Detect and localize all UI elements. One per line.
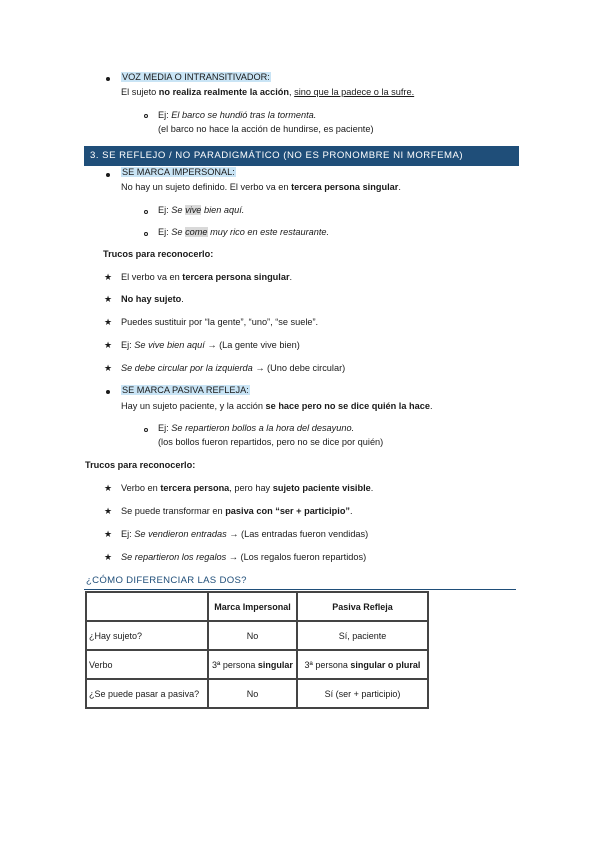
- pasiva-trick-2: Se puede transformar en pasiva con “ser + participio”.: [121, 506, 353, 516]
- table-row: [86, 621, 428, 650]
- star-icon: ★: [104, 483, 113, 493]
- table-header-cell: Pasiva Refleja: [297, 592, 428, 621]
- impersonal-example-2: Ej: Se come muy rico en este restaurante.: [158, 227, 330, 237]
- impersonal-trick-5: Se debe circular por la izquierda → (Uno debe circular): [121, 363, 346, 373]
- sub-bullet-icon: [144, 114, 148, 118]
- impersonal-trick-2: No hay sujeto.: [121, 294, 184, 304]
- table-cell: 3ª persona singular: [208, 650, 297, 679]
- star-icon: ★: [104, 529, 113, 539]
- pasiva-description: Hay un sujeto paciente, y la acción se hace pero no se dice quién la hace.: [121, 401, 433, 411]
- table-header-row: [86, 592, 428, 621]
- table-cell: ¿Hay sujeto?: [86, 621, 208, 650]
- impersonal-title: SE MARCA IMPERSONAL:: [122, 167, 235, 177]
- table-cell: ¿Se puede pasar a pasiva?: [86, 679, 208, 708]
- comparison-table: [85, 591, 429, 709]
- sub-bullet-icon: [144, 210, 148, 214]
- table-header-cell: [86, 592, 208, 621]
- bullet-icon: [106, 173, 110, 177]
- table-cell: No: [208, 621, 297, 650]
- pasiva-tricks-title: Trucos para reconocerlo:: [85, 460, 196, 470]
- bullet-icon: [106, 77, 110, 81]
- voz-media-example: Ej: El barco se hundió tras la tormenta.: [158, 110, 317, 120]
- voz-media-description: El sujeto no realiza realmente la acción, sino que la padece o la sufre.: [121, 87, 415, 97]
- table-row: [86, 650, 428, 679]
- impersonal-trick-3: Puedes sustituir por “la gente”, “uno”, “se suele”.: [121, 317, 319, 327]
- sub-bullet-icon: [144, 232, 148, 236]
- pasiva-title: SE MARCA PASIVA REFLEJA:: [122, 385, 249, 395]
- table-header-cell: Marca Impersonal: [208, 592, 297, 621]
- impersonal-trick-1: El verbo va en tercera persona singular.: [121, 272, 293, 282]
- star-icon: ★: [104, 506, 113, 516]
- section-3-banner: 3. SE REFLEJO / NO PARADIGMÁTICO (NO ES PRONOMBRE NI MORFEMA): [84, 146, 519, 166]
- pasiva-example: Ej: Se repartieron bollos a la hora del desayuno.: [158, 423, 355, 433]
- pasiva-trick-4: Se repartieron los regalos → (Los regalos fueron repartidos): [121, 552, 367, 562]
- impersonal-description: No hay un sujeto definido. El verbo va en tercera persona singular.: [121, 182, 401, 192]
- table-cell: No: [208, 679, 297, 708]
- star-icon: ★: [104, 272, 113, 282]
- star-icon: ★: [104, 340, 113, 350]
- voz-media-title: VOZ MEDIA O INTRANSITIVADOR:: [122, 72, 270, 82]
- table-cell: Verbo: [86, 650, 208, 679]
- table-cell: 3ª persona singular o plural: [297, 650, 428, 679]
- pasiva-trick-1: Verbo en tercera persona, pero hay sujeto paciente visible.: [121, 483, 374, 493]
- compare-title-rule: [84, 589, 516, 590]
- star-icon: ★: [104, 294, 113, 304]
- voz-media-example-note: (el barco no hace la acción de hundirse, es paciente): [158, 124, 374, 134]
- star-icon: ★: [104, 317, 113, 327]
- star-icon: ★: [104, 552, 113, 562]
- compare-title: ¿CÓMO DIFERENCIAR LAS DOS?: [86, 575, 247, 586]
- sub-bullet-icon: [144, 428, 148, 432]
- pasiva-example-note: (los bollos fueron repartidos, pero no se dice por quién): [158, 437, 384, 447]
- table-cell: Sí, paciente: [297, 621, 428, 650]
- star-icon: ★: [104, 363, 113, 373]
- table-row: [86, 679, 428, 708]
- impersonal-trick-4: Ej: Se vive bien aquí → (La gente vive bien): [121, 340, 300, 350]
- bullet-icon: [106, 390, 110, 394]
- impersonal-tricks-title: Trucos para reconocerlo:: [103, 249, 214, 259]
- pasiva-trick-3: Ej: Se vendieron entradas → (Las entradas fueron vendidas): [121, 529, 369, 539]
- impersonal-example-1: Ej: Se vive bien aquí.: [158, 205, 245, 215]
- table-cell: Sí (ser + participio): [297, 679, 428, 708]
